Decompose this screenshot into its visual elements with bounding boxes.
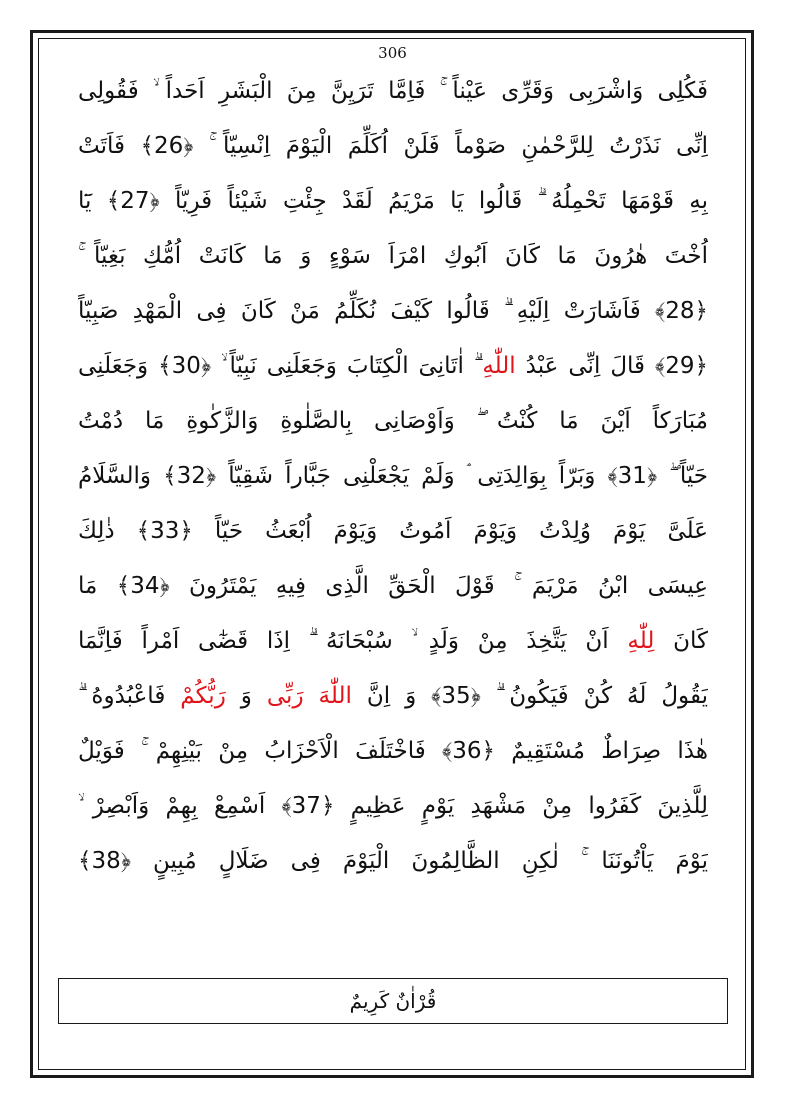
verse-text: ۗ اٰتَانِىَ الْكِتَابَ وَجَعَلَنِى نَبِيّاً ۙ ﴿30﴾ وَجَعَلَنِى	[78, 353, 483, 379]
footer-title-box	[58, 978, 728, 1024]
verse-text: لِلَّذِينَ كَفَرُوا مِنْ مَشْهَدِ يَوْمٍ عَظِيمٍ ﴿37﴾ اَسْمِعْ بِهِمْ وَاَبْصِرْ ۙ	[78, 793, 708, 819]
text-line	[78, 834, 708, 889]
text-line	[78, 614, 708, 669]
text-line	[78, 284, 708, 339]
verse-text: كَانَ	[654, 628, 708, 654]
text-line	[78, 229, 708, 284]
text-line	[78, 119, 708, 174]
verse-text: بِهِ قَوْمَهَا تَحْمِلُهُ ۗ قَالُوا يَا مَرْيَمُ لَقَدْ جِئْتِ شَيْئاً فَرِيّاً ﴿27﴾ يَٓا	[78, 188, 708, 214]
divine-name-text: رَبُّكُمْ	[180, 683, 226, 709]
text-line	[78, 504, 708, 559]
verse-text: وَ	[225, 683, 267, 709]
verse-text: مُبَارَكاً اَيْنَ مَا كُنْتُ ۖ وَاَوْصَانِى بِالصَّلٰوةِ وَالزَّكٰوةِ مَا دُمْتُ	[78, 408, 708, 434]
verse-text: اِنِّى نَذَرْتُ لِلرَّحْمٰنِ صَوْماً فَلَنْ اُكَلِّمَ الْيَوْمَ اِنْسِيّاً ۚ ﴿26﴾ فَاَتَتْ	[78, 133, 708, 159]
verse-text: عَلَىَّ يَوْمَ وُلِدْتُ وَيَوْمَ اَمُوتُ وَيَوْمَ اُبْعَثُ حَيّاً ﴿33﴾ ذٰلِكَ	[78, 518, 708, 544]
divine-name-text: اللّٰهِ	[482, 353, 516, 379]
verse-text: عِيسَى ابْنُ مَرْيَمَ ۚ قَوْلَ الْحَقِّ الَّذِى فِيهِ يَمْتَرُونَ ﴿34﴾ مَا	[78, 573, 708, 599]
divine-name-text: اللّٰهَ رَبِّى	[266, 683, 352, 709]
verse-text: اُخْتَ هٰرُونَ مَا كَانَ اَبُوكِ امْرَاَ سَوْءٍ وَ مَا كَانَتْ اُمُّكِ بَغِيّاً ۚ	[78, 243, 708, 269]
verse-text: هٰذَا صِرَاطٌ مُسْتَقِيمٌ ﴿36﴾ فَاخْتَلَفَ الْاَحْزَابُ مِنْ بَيْنِهِمْ ۚ فَوَيْلٌ	[78, 738, 708, 764]
quran-text-block	[78, 64, 708, 889]
divine-name-text: لِلّٰهِ	[627, 628, 655, 654]
text-line	[78, 64, 708, 119]
verse-text: يَقُولُ لَهُ كُنْ فَيَكُونُ ۗ ﴿35﴾ وَ اِنَّ	[351, 683, 708, 709]
verse-text: فَكُلِى وَاشْرَبِى وَقَرِّى عَيْناً ۚ فَاِمَّا تَرَيِنَّ مِنَ الْبَشَرِ اَحَداً ۙ فَقُولِى	[78, 78, 708, 104]
text-line	[78, 779, 708, 834]
verse-text: ﴿29﴾ قَالَ اِنِّى عَبْدُ	[515, 353, 708, 379]
text-line	[78, 724, 708, 779]
verse-text: اَنْ يَتَّخِذَ مِنْ وَلَدٍ ۙ سُبْحَانَهُ ۗ اِذَا قَضٰٓى اَمْراً فَاِنَّمَا	[78, 628, 628, 654]
verse-text: ﴿28﴾ فَاَشَارَتْ اِلَيْهِ ۗ قَالُوا كَيْفَ نُكَلِّمُ مَنْ كَانَ فِى الْمَهْدِ صَبِيّاً	[78, 298, 708, 324]
page-number: 306	[378, 44, 407, 62]
text-line	[78, 669, 708, 724]
text-line	[78, 339, 708, 394]
footer-title: قُرْاٰنٌ كَرِيمٌ	[349, 989, 437, 1013]
text-line	[78, 394, 708, 449]
text-line	[78, 559, 708, 614]
text-line	[78, 449, 708, 504]
verse-text: يَوْمَ يَاْتُونَنَا ۚ لٰكِنِ الظَّالِمُونَ الْيَوْمَ فِى ضَلَالٍ مُبِينٍ ﴿38﴾	[78, 848, 708, 874]
verse-text: فَاعْبُدُوهُ ۗ	[78, 683, 181, 709]
verse-text: حَيّاً ۖ ﴿31﴾ وَبَرّاً بِوَالِدَتِى ۘ وَلَمْ يَجْعَلْنِى جَبَّاراً شَقِيّاً ﴿32﴾ وَالسَّلَامُ	[78, 463, 708, 489]
text-line	[78, 174, 708, 229]
